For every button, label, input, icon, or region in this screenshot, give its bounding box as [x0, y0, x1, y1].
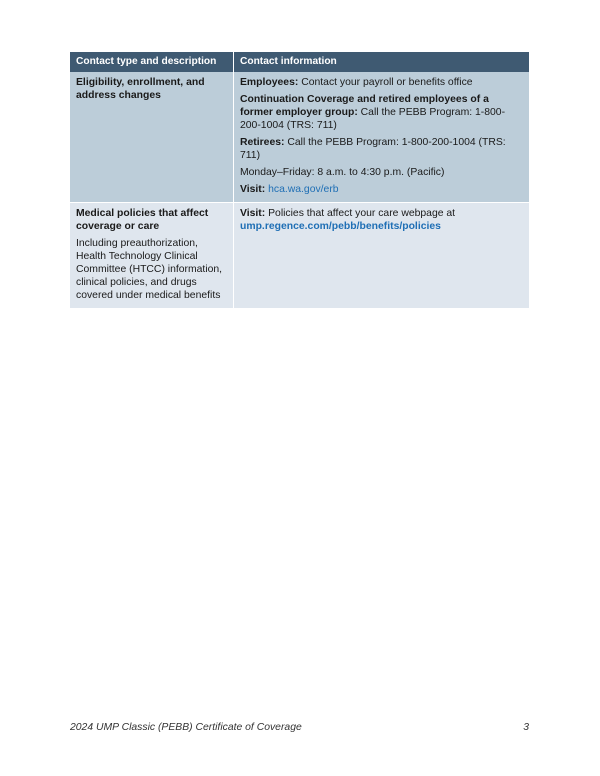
visit-label: Visit:: [240, 184, 266, 195]
row-description-cell: [70, 72, 234, 203]
table-row: [70, 203, 529, 309]
row-description: Including preauthorization, Health Technology Clinical Committee (HTCC) information, clinical policies, and drugs covered under medical benefits: [76, 238, 223, 301]
employees-text: Contact your payroll or benefits office: [298, 77, 473, 88]
employees-line: [240, 76, 523, 89]
page-footer: [70, 722, 529, 733]
continuation-line: [240, 93, 523, 132]
visit-line: [240, 183, 523, 196]
retirees-text: Call the PEBB Program: 1-800-200-1004 (TRS: 711): [240, 137, 506, 161]
hours-line: Monday–Friday: 8 a.m. to 4:30 p.m. (Pacific): [240, 167, 445, 178]
row-title: Medical policies that affect coverage or care: [76, 208, 209, 232]
row-info-cell: [234, 203, 530, 309]
visit-text: Policies that affect your care webpage at: [265, 208, 456, 219]
hca-erb-link[interactable]: hca.wa.gov/erb: [268, 184, 339, 195]
visit-link-line: [240, 220, 523, 233]
header-contact-information: Contact information: [234, 52, 530, 72]
row-title: Eligibility, enrollment, and address changes: [76, 77, 205, 101]
table-header-row: [70, 52, 529, 72]
employees-label: Employees:: [240, 77, 299, 88]
visit-line: [240, 207, 523, 220]
footer-document-title: 2024 UMP Classic (PEBB) Certificate of Coverage: [70, 722, 302, 733]
table-row: [70, 72, 529, 203]
continuation-text: Call the PEBB Program: 1-800-200-1004 (TRS: 711): [240, 107, 506, 131]
ump-policies-link[interactable]: ump.regence.com/pebb/benefits/policies: [240, 221, 441, 232]
visit-label: Visit:: [240, 208, 266, 219]
header-contact-type: Contact type and description: [70, 52, 234, 72]
retirees-label: Retirees:: [240, 137, 285, 148]
row-description-cell: [70, 203, 234, 309]
footer-page-number: 3: [523, 722, 529, 733]
contact-table: [70, 52, 529, 308]
row-info-cell: [234, 72, 530, 203]
retirees-line: [240, 136, 523, 162]
continuation-label: Continuation Coverage and retired employees of a former employer group:: [240, 94, 489, 118]
